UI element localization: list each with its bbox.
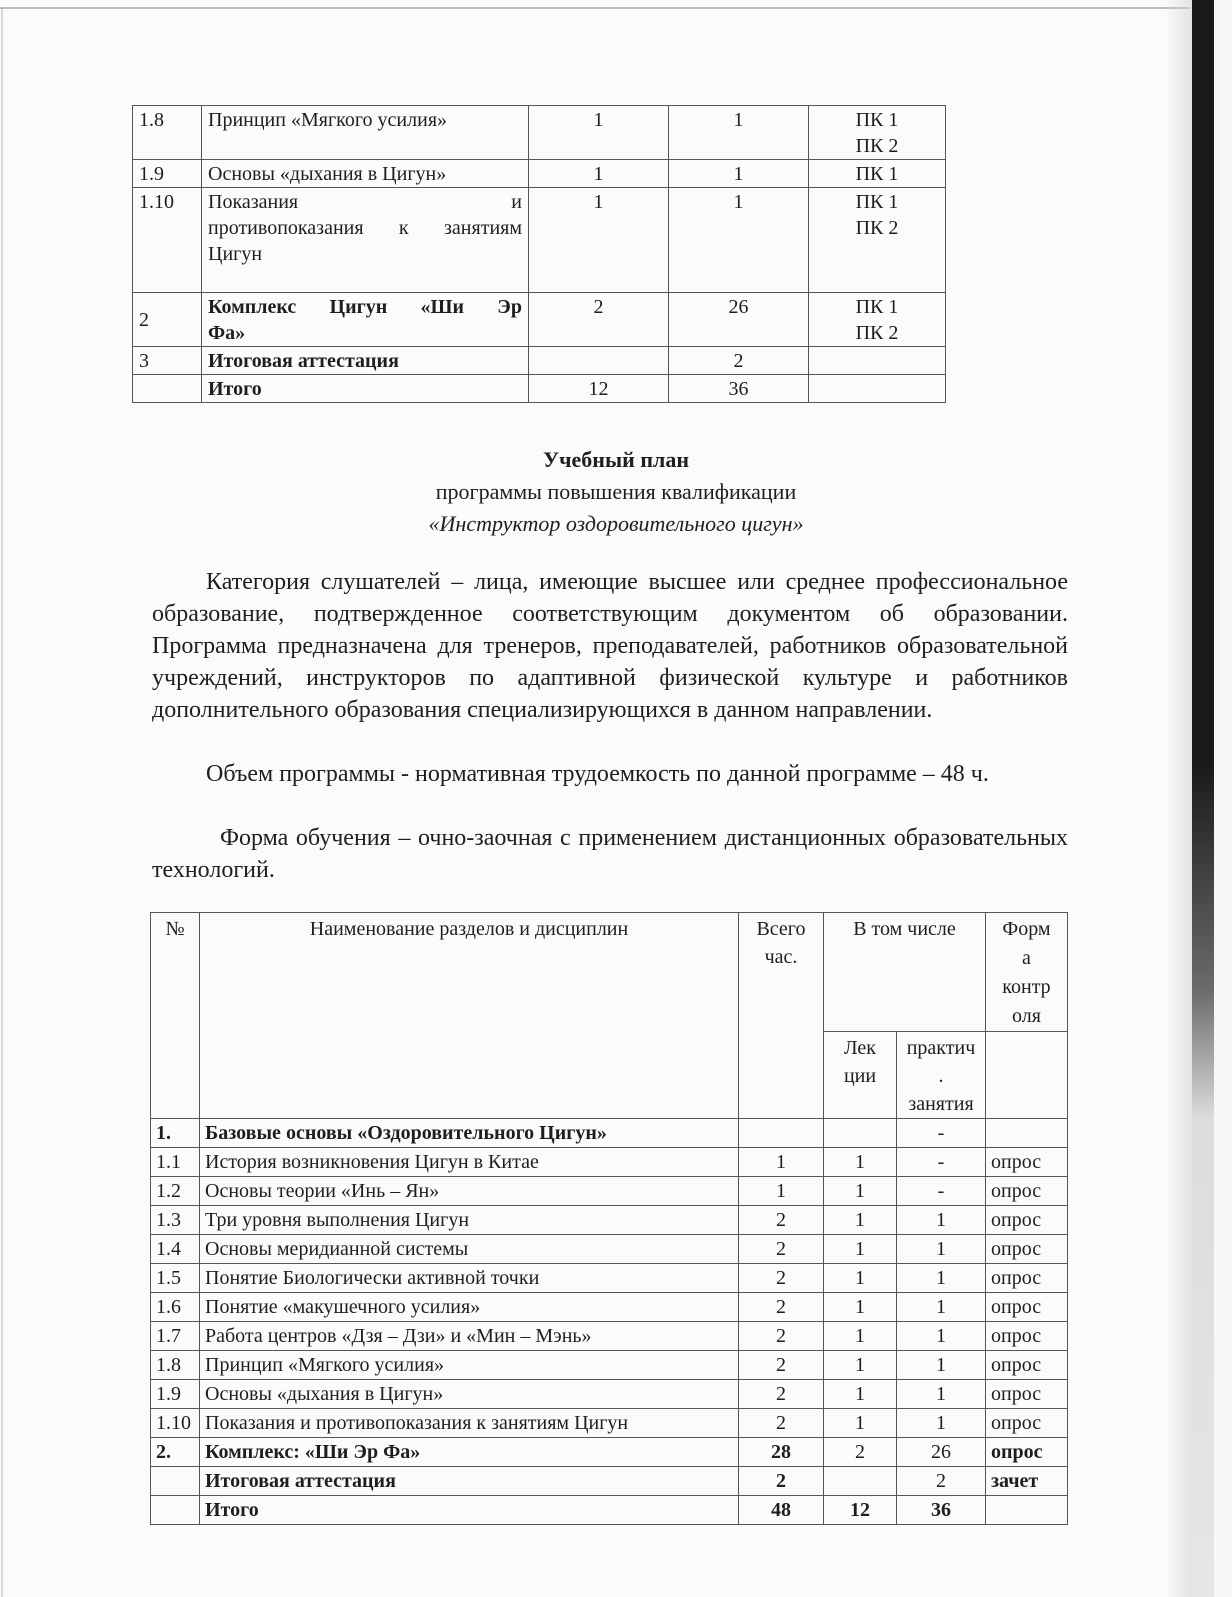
row-practice-hours: 2: [897, 1467, 986, 1496]
row-name: [202, 293, 529, 347]
table-row: [151, 1467, 1068, 1496]
row-practice-hours: 1: [897, 1351, 986, 1380]
table-row: [151, 1148, 1068, 1177]
row-name: Основы меридианной системы: [200, 1235, 739, 1264]
row-num: 1.10: [133, 188, 202, 293]
table-row: [133, 106, 946, 160]
paragraph-volume: Объем программы - нормативная трудоемкость по данной программе – 48 ч.: [206, 761, 989, 787]
table-row: [151, 1177, 1068, 1206]
row-total-hours: 2: [739, 1380, 824, 1409]
row-name: Понятие Биологически активной точки: [200, 1264, 739, 1293]
table-row: [133, 188, 946, 293]
row-lecture-hours: [824, 1119, 897, 1148]
row-name: Основы «дыхания в Цигун»: [200, 1380, 739, 1409]
row-hours-a: 2: [529, 293, 669, 347]
header-line: занятия: [908, 1093, 974, 1115]
row-num: [151, 1496, 200, 1525]
row-name: Итоговая аттестация: [202, 347, 529, 375]
row-name: Основы «дыхания в Цигун»: [202, 160, 529, 188]
header-line: час.: [764, 946, 798, 968]
row-total-hours: 28: [739, 1438, 824, 1467]
row-hours-a: 1: [529, 106, 669, 160]
name-line: Комплекс Цигун «Ши Эр: [208, 296, 522, 318]
row-competencies: [809, 160, 946, 188]
header-line: контр: [1002, 976, 1051, 998]
row-practice-hours: 1: [897, 1409, 986, 1438]
table-row: [133, 347, 946, 375]
name-line: Показания и: [208, 191, 522, 213]
table-row: [151, 1438, 1068, 1467]
row-num: 1.8: [133, 106, 202, 160]
row-lecture-hours: 12: [824, 1496, 897, 1525]
row-competencies: [809, 293, 946, 347]
row-hours-a: 12: [529, 375, 669, 403]
row-name: Принцип «Мягкого усилия»: [202, 106, 529, 160]
row-practice-hours: 1: [897, 1322, 986, 1351]
header-total: [739, 913, 824, 1119]
row-num: 1.7: [151, 1322, 200, 1351]
header-line: оля: [1012, 1005, 1041, 1027]
table-row: [151, 1380, 1068, 1409]
row-name: История возникновения Цигун в Китае: [200, 1148, 739, 1177]
row-hours-a: 1: [529, 160, 669, 188]
row-practice-hours: 1: [897, 1264, 986, 1293]
paragraph-category: Категория слушателей – лица, имеющие высшее или среднее профессиональное образование, подтвержденное соответствующим документом об образовании. Программа предназначена для тренеров, преподавателей, работников образовательной учреждений, инструкторов по адаптивной физической культуре и работников дополнительного образования специализирующихся в данном направлении.: [152, 569, 1068, 723]
row-competencies: [809, 347, 946, 375]
row-name: Принцип «Мягкого усилия»: [200, 1351, 739, 1380]
row-control-form: опрос: [986, 1148, 1068, 1177]
row-num: 1.10: [151, 1409, 200, 1438]
row-practice-hours: -: [897, 1119, 986, 1148]
header-form-empty: [986, 1032, 1068, 1119]
competency: ПК 1: [855, 191, 899, 213]
row-lecture-hours: [824, 1467, 897, 1496]
competency: ПК 2: [855, 322, 899, 344]
previous-table: [132, 105, 946, 403]
row-practice-hours: 1: [897, 1206, 986, 1235]
row-lecture-hours: 1: [824, 1148, 897, 1177]
row-total-hours: 2: [739, 1293, 824, 1322]
document-subtitle: программы повышения квалификации: [435, 479, 797, 504]
row-control-form: опрос: [986, 1293, 1068, 1322]
row-name: Три уровня выполнения Цигун: [200, 1206, 739, 1235]
row-num: 1.9: [151, 1380, 200, 1409]
table-row: [151, 1409, 1068, 1438]
table-row: [151, 1264, 1068, 1293]
row-total-hours: 2: [739, 1409, 824, 1438]
row-control-form: опрос: [986, 1438, 1068, 1467]
table-row: [133, 293, 946, 347]
table-row: [133, 375, 946, 403]
header-including: В том числе: [824, 913, 986, 1032]
scan-border-left: [1, 8, 3, 1597]
header-line: ции: [843, 1065, 877, 1087]
row-num: 1.: [151, 1119, 200, 1148]
row-name: Базовые основы «Оздоровительного Цигун»: [200, 1119, 739, 1148]
row-name: Итоговая аттестация: [200, 1467, 739, 1496]
row-total-hours: 2: [739, 1322, 824, 1351]
row-name: Комплекс: «Ши Эр Фа»: [200, 1438, 739, 1467]
competency: ПК 1: [855, 163, 899, 185]
row-competencies: [809, 188, 946, 293]
header-line: Форм: [1002, 918, 1051, 940]
row-num: 1.4: [151, 1235, 200, 1264]
row-hours-a: 1: [529, 188, 669, 293]
table-row: [151, 1119, 1068, 1148]
row-practice-hours: 1: [897, 1235, 986, 1264]
row-name: Итого: [200, 1496, 739, 1525]
row-num: 1.1: [151, 1148, 200, 1177]
row-practice-hours: 1: [897, 1380, 986, 1409]
row-lecture-hours: 1: [824, 1322, 897, 1351]
name-line: Фа»: [208, 322, 246, 344]
row-num: 1.8: [151, 1351, 200, 1380]
row-practice-hours: -: [897, 1177, 986, 1206]
header-name: Наименование разделов и дисциплин: [200, 913, 739, 1119]
table-row: [133, 160, 946, 188]
row-control-form: опрос: [986, 1177, 1068, 1206]
row-total-hours: 1: [739, 1177, 824, 1206]
header-line: Лек: [843, 1037, 877, 1059]
row-lecture-hours: 1: [824, 1206, 897, 1235]
row-num: [151, 1467, 200, 1496]
header-num: №: [151, 913, 200, 1119]
row-control-form: опрос: [986, 1351, 1068, 1380]
competency: ПК 2: [855, 135, 899, 157]
row-control-form: опрос: [986, 1409, 1068, 1438]
header-line: Всего: [756, 918, 806, 940]
row-lecture-hours: 1: [824, 1380, 897, 1409]
row-hours-b: 36: [669, 375, 809, 403]
row-lecture-hours: 1: [824, 1235, 897, 1264]
row-num: 1.2: [151, 1177, 200, 1206]
row-total-hours: 2: [739, 1206, 824, 1235]
header-lectures: [824, 1032, 897, 1119]
row-num: 2: [133, 293, 202, 347]
header-practice: [897, 1032, 986, 1119]
row-name: Понятие «макушечного усилия»: [200, 1293, 739, 1322]
row-num: 1.6: [151, 1293, 200, 1322]
row-num: 1.9: [133, 160, 202, 188]
row-control-form: опрос: [986, 1264, 1068, 1293]
table-row: [151, 1293, 1068, 1322]
row-lecture-hours: 1: [824, 1293, 897, 1322]
row-control-form: опрос: [986, 1206, 1068, 1235]
program-name: «Инструктор оздоровительного цигун»: [428, 511, 804, 536]
row-total-hours: [739, 1119, 824, 1148]
scan-dark-edge: [1192, 0, 1214, 1597]
row-control-form: опрос: [986, 1322, 1068, 1351]
row-total-hours: 1: [739, 1148, 824, 1177]
row-competencies: [809, 106, 946, 160]
row-hours-a: [529, 347, 669, 375]
row-num: 3: [133, 347, 202, 375]
row-lecture-hours: 1: [824, 1177, 897, 1206]
header-line: а: [1022, 947, 1031, 969]
header-line: практич: [906, 1037, 976, 1059]
row-hours-b: 1: [669, 188, 809, 293]
row-name: [202, 188, 529, 293]
scan-border-top: [0, 7, 1190, 9]
row-total-hours: 2: [739, 1467, 824, 1496]
row-hours-b: 1: [669, 160, 809, 188]
row-total-hours: 2: [739, 1351, 824, 1380]
header-line: .: [938, 1065, 944, 1087]
table-row: [151, 1206, 1068, 1235]
row-name: Итого: [202, 375, 529, 403]
table-row: [151, 1351, 1068, 1380]
row-competencies: [809, 375, 946, 403]
row-name: Основы теории «Инь – Ян»: [200, 1177, 739, 1206]
row-num: 1.5: [151, 1264, 200, 1293]
row-practice-hours: 26: [897, 1438, 986, 1467]
table-row: [151, 1322, 1068, 1351]
scan-shadow: [1165, 0, 1192, 1597]
scan-margin-right: [1214, 0, 1232, 1597]
header-form: [986, 913, 1068, 1032]
row-total-hours: 48: [739, 1496, 824, 1525]
row-hours-b: 1: [669, 106, 809, 160]
row-num: [133, 375, 202, 403]
row-lecture-hours: 2: [824, 1438, 897, 1467]
table-row: [151, 1496, 1068, 1525]
header-row: [151, 913, 1068, 1032]
paragraph-form: Форма обучения – очно-заочная с применением дистанционных образовательных технологий.: [152, 825, 1068, 883]
row-total-hours: 2: [739, 1235, 824, 1264]
study-plan-table: [150, 912, 1068, 1525]
row-num: 2.: [151, 1438, 200, 1467]
row-control-form: опрос: [986, 1380, 1068, 1409]
row-hours-b: 26: [669, 293, 809, 347]
row-hours-b: 2: [669, 347, 809, 375]
row-name: Работа центров «Дзя – Дзи» и «Мин – Мэнь»: [200, 1322, 739, 1351]
row-total-hours: 2: [739, 1264, 824, 1293]
row-control-form: зачет: [986, 1467, 1068, 1496]
row-practice-hours: 36: [897, 1496, 986, 1525]
row-control-form: [986, 1496, 1068, 1525]
row-practice-hours: -: [897, 1148, 986, 1177]
competency: ПК 2: [855, 217, 899, 239]
row-lecture-hours: 1: [824, 1351, 897, 1380]
table-row: [151, 1235, 1068, 1264]
row-lecture-hours: 1: [824, 1409, 897, 1438]
name-line: Цигун: [208, 243, 263, 265]
competency: ПК 1: [855, 109, 899, 131]
row-practice-hours: 1: [897, 1293, 986, 1322]
row-lecture-hours: 1: [824, 1264, 897, 1293]
name-line: противопоказания к занятиям: [208, 217, 522, 239]
row-control-form: [986, 1119, 1068, 1148]
competency: ПК 1: [855, 296, 899, 318]
document-title: Учебный план: [542, 447, 690, 472]
row-control-form: опрос: [986, 1235, 1068, 1264]
study-plan-body: [151, 1119, 1068, 1525]
row-num: 1.3: [151, 1206, 200, 1235]
row-name: Показания и противопоказания к занятиям Цигун: [200, 1409, 739, 1438]
